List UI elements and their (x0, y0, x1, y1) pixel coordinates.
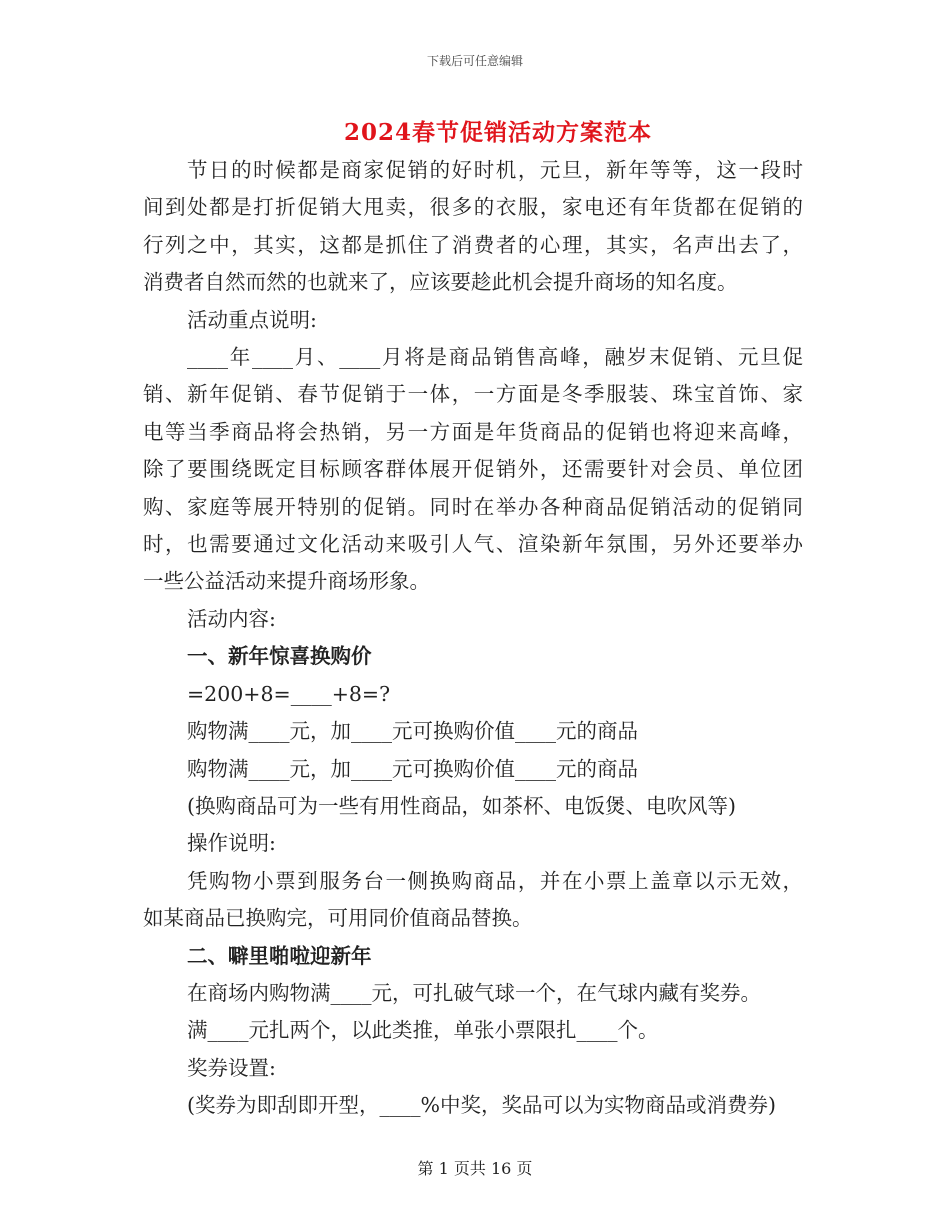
body-line: 节日的时候都是商家促销的好时机，元旦，新年等等，这一段时 (187, 158, 803, 182)
body-line: ____年____月、____月将是商品销售高峰，融岁末促销、元旦促 (187, 345, 803, 370)
body-line: 间到处都是打折促销大甩卖，很多的衣服，家电还有年货都在促销的 (143, 195, 803, 220)
body-line: 电等当季商品将会热销，另一方面是年货商品的促销也将迎来高峰， (143, 419, 803, 444)
body-line: 活动重点说明: (187, 307, 317, 332)
section-heading: 一、新年惊喜换购价 (187, 644, 372, 669)
body-line: 一些公益活动来提升商场形象。 (143, 569, 430, 594)
body-line: 活动内容: (187, 606, 276, 631)
body-line: 除了要围绕既定目标顾客群体展开促销外，还需要针对会员、单位团 (143, 457, 803, 482)
body-line: =200+8=____+8=? (187, 681, 391, 706)
body-line: 时，也需要通过文化活动来吸引人气、渲染新年氛围，另外还要举办 (143, 532, 803, 557)
body-line: 如某商品已换购完，可用同价值商品替换。 (143, 906, 533, 931)
body-line: 在商场内购物满____元，可扎破气球一个，在气球内藏有奖券。 (187, 980, 761, 1005)
body-line: 购物满____元，加____元可换购价值____元的商品 (187, 756, 638, 781)
page-footer: 第 1 页共 16 页 (417, 1159, 533, 1178)
section-heading: 二、噼里啪啦迎新年 (187, 943, 372, 968)
page-header: 下载后可任意编辑 (426, 54, 523, 68)
body-line: 奖券设置: (187, 1055, 276, 1080)
body-line: (奖券为即刮即开型，____%中奖，奖品可以为实物商品或消费券) (187, 1093, 776, 1118)
body-line: 满____元扎两个，以此类推，单张小票限扎____个。 (187, 1018, 659, 1043)
body-line: 购、家庭等展开特别的促销。同时在举办各种商品促销活动的促销同 (143, 494, 803, 519)
body-line: 操作说明: (187, 831, 276, 856)
body-line: 消费者自然而然的也就来了，应该要趁此机会提升商场的知名度。 (143, 270, 738, 295)
body-line: 行列之中，其实，这都是抓住了消费者的心理，其实，名声出去了， (143, 232, 803, 257)
document-title: 2024春节促销活动方案范本 (343, 119, 652, 146)
body-line: 销、新年促销、春节促销于一体，一方面是冬季服装、珠宝首饰、家 (143, 382, 803, 407)
body-line: 购物满____元，加____元可换购价值____元的商品 (187, 719, 638, 744)
body-line: 凭购物小票到服务台一侧换购商品，并在小票上盖章以示无效， (187, 868, 803, 893)
document-body (143, 152, 803, 1125)
body-line: (换购商品可为一些有用性商品，如茶杯、电饭煲、电吹风等) (187, 793, 736, 818)
